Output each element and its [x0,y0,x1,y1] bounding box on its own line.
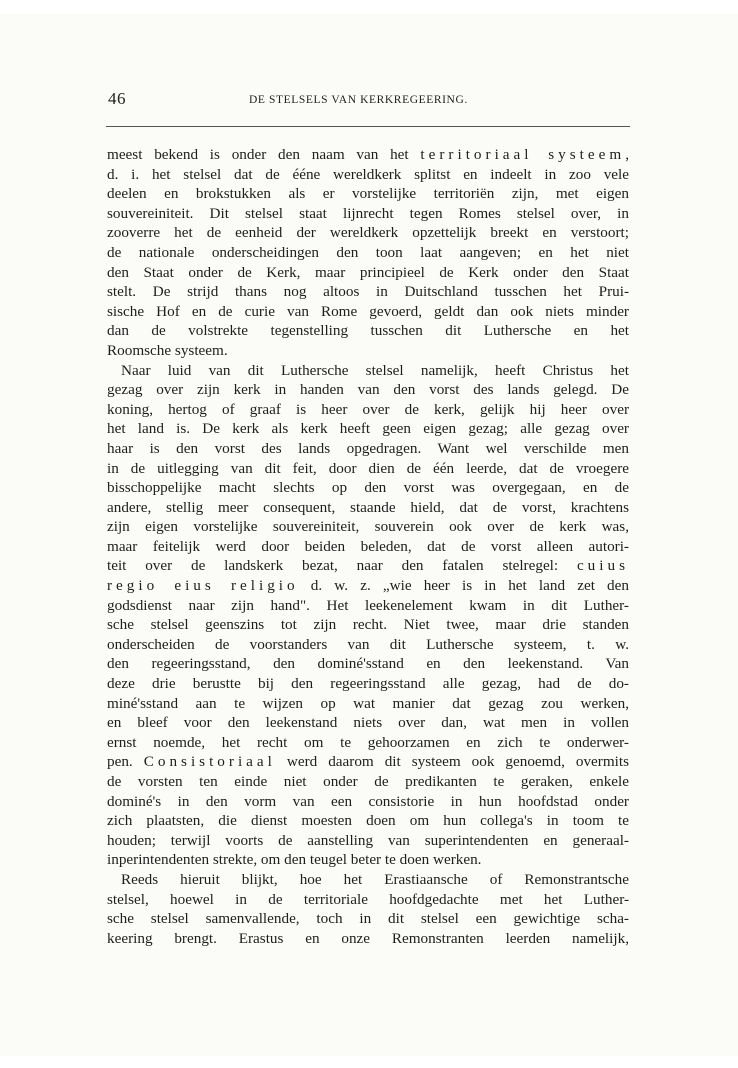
paragraph-3 [107,870,629,948]
emphasis: regio eius religio [107,577,299,595]
text-line: onderscheiden de voorstanders van dit Luthersche systeem, t. w. [107,635,629,653]
text-line: deelen en brokstukken als er vorstelijke territoriën zijn, met eigen [107,185,629,203]
text-line: den regeeringsstand, den dominé'sstand en den leekenstand. Van [107,655,629,673]
text-line: en bleef voor den leekenstand niets over dan, wat men in vollen [107,714,629,732]
text-line: bisschoppelijke macht slechts op den vorst was overgegaan, en de [107,479,629,497]
emphasis: cuius [576,557,629,575]
text-line: stelsel, hoewel in de territoriale hoofdgedachte met het Luther- [107,890,629,908]
text-line: deze drie berustte bij den regeeringsstand alle gezag, had de do- [107,675,629,693]
paragraph-1 [107,145,629,361]
paragraph-2 [107,361,629,870]
text-line: inperintendenten strekte, om den teugel beter te doen werken. [107,851,482,869]
emphasis: Consistoriaal [143,753,276,771]
text-line: miné'sstand aan te wijzen op wat manier dat gezag zou werken, [107,694,629,712]
running-title: DE STELSELS VAN KERKREGEERING. [249,94,468,106]
text-line: dominé's in den vorm van een consistorie in hun hoofdstad onder [107,792,629,810]
text-line: haar is den vorst des lands opgedragen. Want wel verschilde men [107,439,629,457]
text-line: het land is. De kerk als kerk heeft geen eigen gezag; alle gezag over [107,420,629,438]
header-rule [106,126,630,127]
text-line: gezag over zijn kerk in handen van den vorst des lands gelegd. De [107,381,629,399]
text-line: Naar luid van dit Luthersche stelsel namelijk, heeft Christus het [121,361,629,379]
text-line: dan de volstrekte tegenstelling tusschen dit Luthersche en het [107,322,629,340]
text-line: stelt. De strijd thans nog altoos in Duitschland tusschen het Prui- [107,283,629,301]
text-line: koning, hertog of graaf is heer over de kerk, gelijk hij heer over [107,400,629,418]
text-line: teit over de landskerk bezat, naar den fatalen stelregel: cuius [107,557,629,575]
text-line: andere, stellig meer consequent, staande hield, dat de vorst, krachtens [107,498,629,516]
text-line: d. i. het stelsel dat de ééne wereldkerk splitst en indeelt in zoo vele [107,165,629,183]
text-line: souvereiniteit. Dit stelsel staat lijnrecht tegen Romes stelsel over, in [107,204,629,222]
text-line: in de uitlegging van dit feit, door dien de één leerde, dat de vroegere [107,459,629,477]
text-line: Roomsche systeem. [107,341,228,359]
text-line: zich plaatsten, die dienst moesten doen om hun collega's in toom te [107,812,629,830]
text-line: keering brengt. Erastus en onze Remonstranten leerden namelijk, [107,929,629,947]
text-line: sche stelsel geenszins tot zijn recht. Niet twee, maar drie standen [107,616,629,634]
text-line: de nationale onderscheidingen den toon laat aangeven; en het niet [107,243,629,261]
page-number: 46 [108,89,126,108]
text-line: de vorsten ten einde niet onder de predikanten te geraken, enkele [107,773,629,790]
text-line: maar feitelijk werd door beiden beleden, dat de vorst alleen autori- [107,537,629,555]
text-line: zijn eigen vorstelijke souvereiniteit, souverein ook over de kerk was, [107,518,629,536]
text-line: Reeds hieruit blijkt, hoe het Erastiaansche of Remonstrantsche [121,870,629,888]
text-line: zooverre het de eenheid der wereldkerk opzettelijk breekt en verstoort; [107,224,629,242]
text-line: meest bekend is onder den naam van het territoriaal systeem, [107,146,629,163]
text-line: regio eius religio d. w. z. „wie heer is in het land zet den [107,577,629,595]
emphasis: territoriaal systeem [420,146,626,163]
text-line: sche stelsel samenvallende, toch in dit stelsel een gewichtige scha- [107,910,629,928]
text-line: den Staat onder de Kerk, maar principieel de Kerk onder den Staat [107,263,629,281]
body-text [107,145,629,948]
text-line: sische Hof en de curie van Rome gevoerd, geldt dan ook niets minder [107,302,629,320]
text-line: ernst noemde, het recht om te gehoorzamen en zich te onderwer- [107,733,629,751]
page-header [108,89,628,113]
text-line: pen. Consistoriaal werd daarom dit systeem ook genoemd, overmits [107,753,629,771]
text-line: godsdienst naar zijn hand". Het leekenelement kwam in dit Luther- [107,596,629,614]
text-line: houden; terwijl voorts de aanstelling van superintendenten en generaal- [107,831,629,849]
